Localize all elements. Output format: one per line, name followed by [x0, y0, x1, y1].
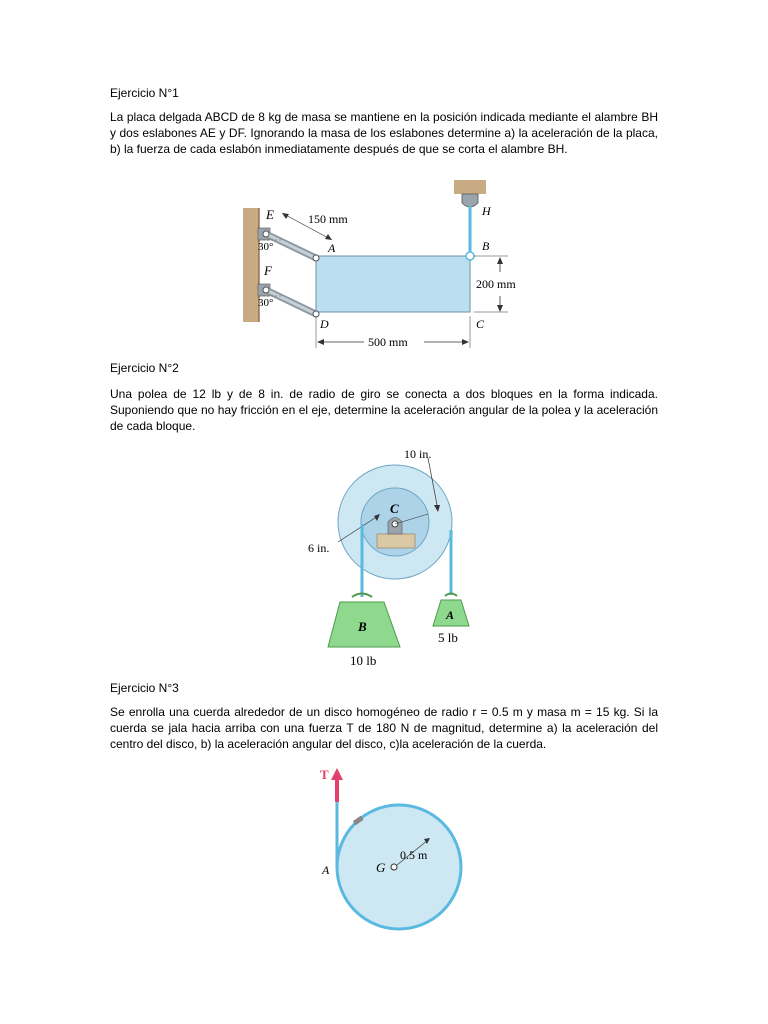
exercise-2-statement: Una polea de 12 lb y de 8 in. de radio de giro se conecta a dos bloques en la forma indicada. Suponiendo que no hay fricción en el eje, determine la aceleración angular de la polea y la aceleración de cada bloque.: [110, 387, 658, 433]
label-f: F: [264, 263, 272, 278]
label-h: H: [482, 204, 491, 218]
dim-width-label: 500 mm: [368, 335, 408, 349]
plate-abcd: [316, 256, 470, 312]
ceiling-support: [454, 180, 486, 194]
exercise-3-figure: [310, 762, 470, 942]
label-d: D: [320, 317, 329, 331]
exercise-1-statement: La placa delgada ABCD de 8 kg de masa se mantiene en la posición indicada mediante el alambre BH y dos eslabones AE y DF. Ignorando la masa de los eslabones determine a) la aceleración de la placa, b) la fuerza de cada eslabón inmediatamente después de que se corta el alambre BH.: [110, 110, 658, 156]
label-t: T: [320, 767, 329, 782]
label-b: B: [482, 239, 490, 253]
label-a: A: [446, 608, 455, 622]
exercise-2-figure: [298, 442, 478, 670]
exercise-2-heading: Ejercicio N°2: [110, 361, 179, 375]
exercise-3-heading: Ejercicio N°3: [110, 681, 179, 695]
label-a: A: [328, 241, 336, 255]
inner-radius-label: 6 in.: [308, 541, 330, 555]
exercise-1-heading: Ejercicio N°1: [110, 86, 179, 100]
exercise-3-statement: Se enrolla una cuerda alrededor de un disco homogéneo de radio r = 0.5 m y masa m = 15 kg. Si la cuerda se jala hacia arriba con una fuerza T de 180 N de magnitud, determine a) la aceleración del centro del disco, b) la aceleración angular del disco, c)la aceleración de la cuerda.: [110, 705, 658, 751]
weight-b-label: 10 lb: [350, 653, 377, 668]
label-a: A: [322, 863, 330, 877]
dim-height-label: 200 mm: [476, 277, 516, 291]
exercise-1-figure: [238, 176, 538, 356]
label-c: C: [390, 501, 399, 516]
label-e: E: [266, 207, 274, 222]
angle-ae-label: 30°: [258, 241, 274, 253]
dim-link-label: 150 mm: [308, 212, 348, 226]
angle-df-label: 30°: [258, 297, 274, 309]
wall: [243, 208, 259, 322]
label-c: C: [476, 317, 485, 331]
label-g: G: [376, 860, 386, 875]
weight-a-label: 5 lb: [438, 630, 458, 645]
axle-support: [377, 534, 415, 548]
label-b: B: [358, 619, 367, 634]
radius-label: 0.5 m: [400, 848, 428, 862]
outer-radius-label: 10 in.: [404, 447, 432, 461]
